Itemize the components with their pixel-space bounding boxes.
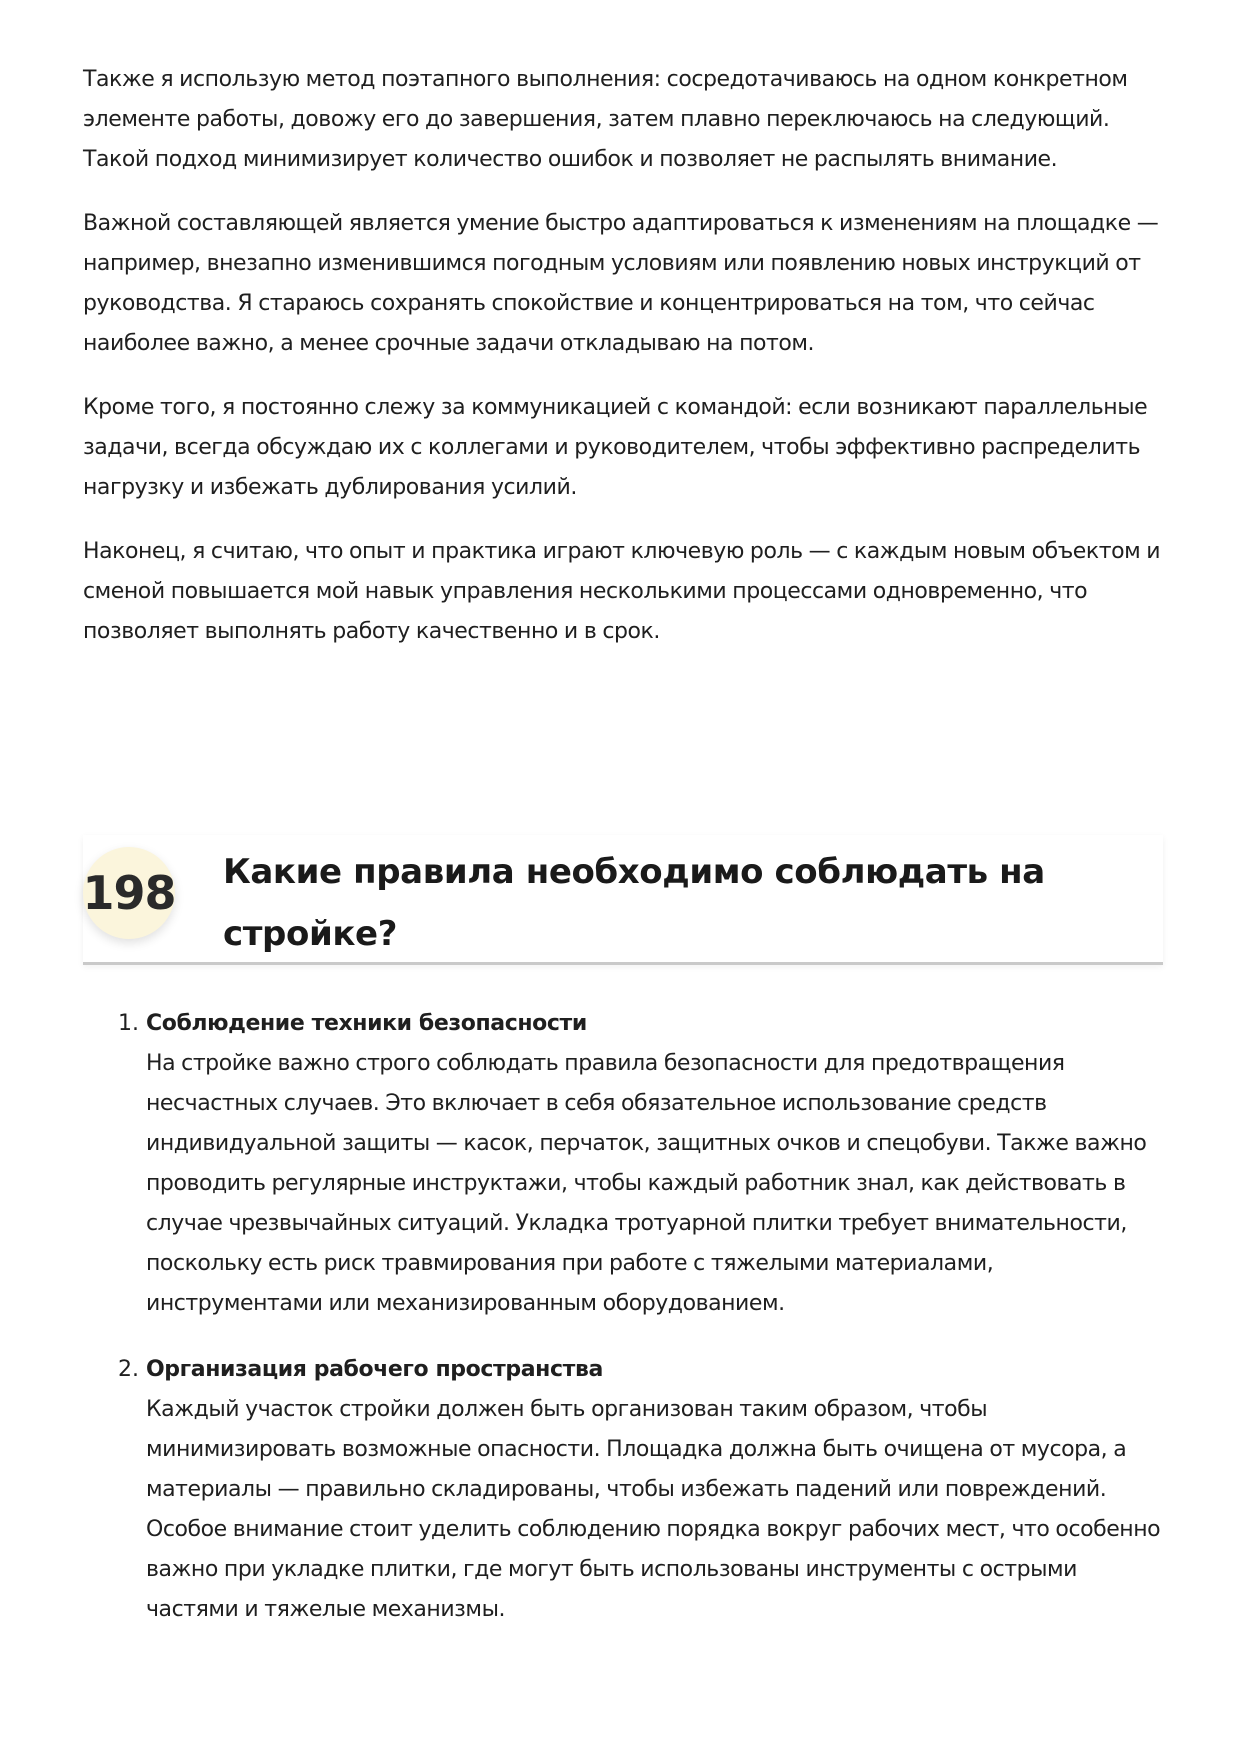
- section-title: Какие правила необходимо соблюдать на стройке?: [223, 852, 1045, 954]
- rule-item: [83, 1350, 1163, 1630]
- rule-number: 1.: [118, 1011, 139, 1036]
- intro-paragraph: Наконец, я считаю, что опыт и практика играют ключевую роль — с каждым новым объектом и сменой повышается мой навык управления несколькими процессами одновременно, что позволяет выполнять работу качественно и в срок.: [83, 539, 1161, 644]
- intro-text-block: [83, 60, 1163, 676]
- rule-title: Соблюдение техники безопасности: [146, 1011, 587, 1036]
- rule-number: 2.: [118, 1357, 139, 1382]
- intro-paragraph: Кроме того, я постоянно слежу за коммуникацией с командой: если возникают параллельные задачи, всегда обсуждаю их с коллегами и руководителем, чтобы эффективно распределить нагрузку и избежать дублирования усилий.: [83, 395, 1148, 500]
- intro-paragraph: Важной составляющей является умение быстро адаптироваться к изменениям на площадке — например, внезапно изменившимся погодным условиям или появлению новых инструкций от руководства. Я стараюсь сохранять спокойствие и концентрироваться на том, что сейчас наиболее важно, а менее срочные задачи откладываю на потом.: [83, 211, 1159, 356]
- rules-list: [83, 1004, 1163, 1656]
- section-number-badge: 198: [83, 847, 175, 939]
- section-header: [83, 835, 1163, 965]
- rule-text: На стройке важно строго соблюдать правила безопасности для предотвращения несчастных случаев. Это включает в себя обязательное использование средств индивидуальной защиты — касок, перчаток, защитных очков и спецобуви. Также важно проводить регулярные инструктажи, чтобы каждый работник знал, как действовать в случае чрезвычайных ситуаций. Укладка тротуарной плитки требует внимательности, поскольку есть риск травмирования при работе с тяжелыми материалами, инструментами или механизированным оборудованием.: [146, 1051, 1147, 1316]
- rule-text: Каждый участок стройки должен быть организован таким образом, чтобы минимизировать возможные опасности. Площадка должна быть очищена от мусора, а материалы — правильно складированы, чтобы избежать падений или повреждений. Особое внимание стоит уделить соблюдению порядка вокруг рабочих мест, что особенно важно при укладке плитки, где могут быть использованы инструменты с острыми частями и тяжелые механизмы.: [146, 1397, 1161, 1622]
- rule-title: Организация рабочего пространства: [146, 1357, 603, 1382]
- rule-item: [83, 1004, 1163, 1324]
- intro-paragraph: Также я использую метод поэтапного выполнения: сосредотачиваюсь на одном конкретном элементе работы, довожу его до завершения, затем плавно переключаюсь на следующий. Такой подход минимизирует количество ошибок и позволяет не распылять внимание.: [83, 67, 1128, 172]
